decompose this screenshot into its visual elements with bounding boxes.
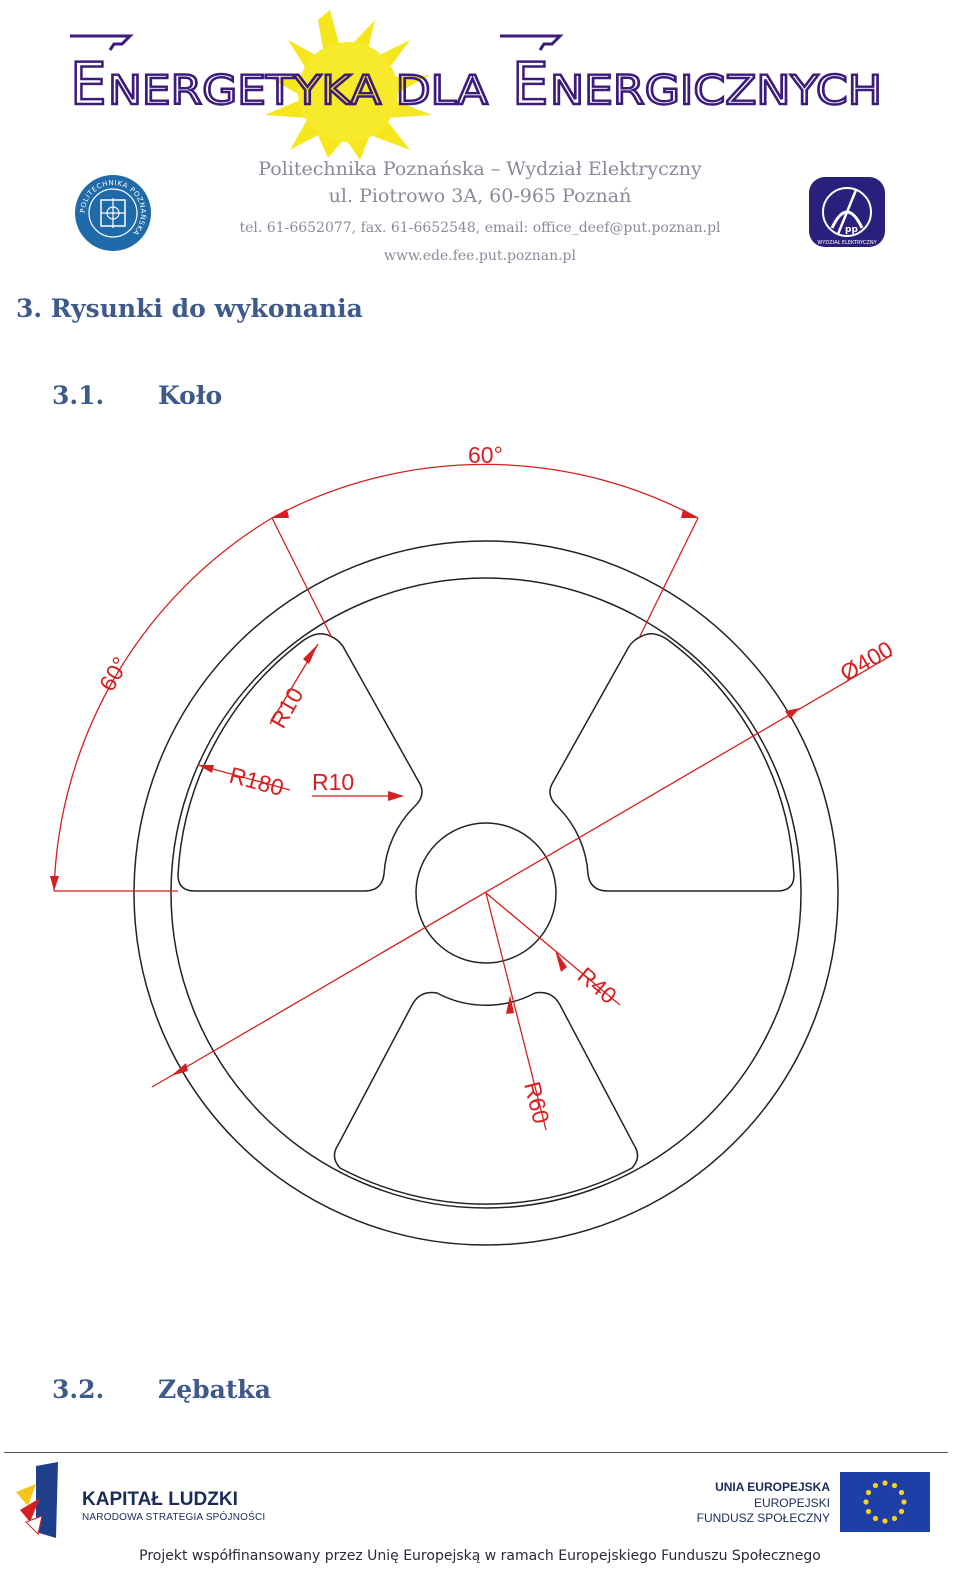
- eu-star: [882, 1518, 887, 1523]
- banner-title: [70, 36, 882, 118]
- eu-star: [863, 1499, 868, 1504]
- eu-star: [873, 1516, 878, 1521]
- svg-text:pp: pp: [845, 225, 858, 235]
- subsection-title: Koło: [158, 381, 223, 410]
- institution-name: Politechnika Poznańska – Wydział Elektryczny: [258, 158, 702, 180]
- svg-text:NERGICZNYCH: NERGICZNYCH: [550, 68, 882, 114]
- svg-text:E: E: [70, 50, 107, 118]
- funding-note: Projekt współfinansowany przez Unię Europejską w ramach Europejskiego Funduszu Społecznego: [139, 1548, 821, 1564]
- cutout-top-left: [178, 634, 422, 891]
- faculty-logo: [808, 176, 886, 248]
- eu-label: FUNDUSZ SPOŁECZNY: [696, 1511, 830, 1525]
- eu-star: [892, 1516, 897, 1521]
- subsection-number: 3.1.: [52, 381, 105, 410]
- svg-text:R40: R40: [572, 961, 622, 1009]
- section-heading: 3. Rysunki do wykonania: [16, 294, 363, 323]
- put-seal-logo: [74, 174, 152, 252]
- eu-star: [892, 1483, 897, 1488]
- kapital-ludzki-logo-icon: [16, 1462, 64, 1538]
- kapital-ludzki-name: KAPITAŁ LUDZKI: [82, 1489, 238, 1510]
- subsection-title: Zębatka: [158, 1375, 271, 1404]
- svg-text:R60: R60: [519, 1078, 555, 1127]
- footer-divider: [4, 1452, 948, 1453]
- eu-label: UNIA EUROPEJSKA: [715, 1480, 830, 1494]
- eu-label: EUROPEJSKI: [753, 1496, 830, 1510]
- wheel-technical-drawing: [40, 430, 920, 1260]
- energetyka-banner-logo: [60, 0, 900, 160]
- eu-star: [901, 1499, 906, 1504]
- svg-text:Ø400: Ø400: [835, 635, 898, 687]
- cutout-top-right: [550, 634, 794, 891]
- eu-star: [866, 1509, 871, 1514]
- eu-flag-icon: [840, 1472, 930, 1532]
- eu-star: [899, 1509, 904, 1514]
- svg-text:60°: 60°: [93, 652, 134, 696]
- dimension-labels: [94, 442, 897, 1126]
- dimension-lines: [54, 464, 892, 1130]
- eu-star: [882, 1480, 887, 1485]
- institution-contact: tel. 61-6652077, fax. 61-6652548, email: office_deef@put.poznan.pl: [239, 220, 721, 236]
- svg-text:R10: R10: [264, 682, 309, 733]
- svg-text:WYDZIAŁ ELEKTRYCZNY: WYDZIAŁ ELEKTRYCZNY: [817, 240, 877, 246]
- subsection-number: 3.2.: [52, 1375, 105, 1404]
- eu-star: [866, 1490, 871, 1495]
- kapital-ludzki-subtitle: NARODOWA STRATEGIA SPÓJNOŚCI: [82, 1512, 266, 1523]
- cutout-bottom: [334, 993, 637, 1205]
- svg-text:POLITECHNIKA POZNAŃSKA: POLITECHNIKA POZNAŃSKA: [78, 178, 148, 238]
- svg-text:NERGETYKA DLA: NERGETYKA DLA: [108, 68, 489, 114]
- svg-text:60°: 60°: [468, 442, 503, 468]
- eu-star: [899, 1490, 904, 1495]
- dimension-arrows: [50, 509, 800, 1076]
- eu-star: [873, 1483, 878, 1488]
- svg-text:R180: R180: [226, 761, 287, 802]
- institution-address: ul. Piotrowo 3A, 60-965 Poznań: [328, 185, 632, 207]
- svg-text:E: E: [512, 50, 549, 118]
- svg-text:R10: R10: [312, 769, 355, 795]
- institution-website[interactable]: www.ede.fee.put.poznan.pl: [383, 248, 576, 264]
